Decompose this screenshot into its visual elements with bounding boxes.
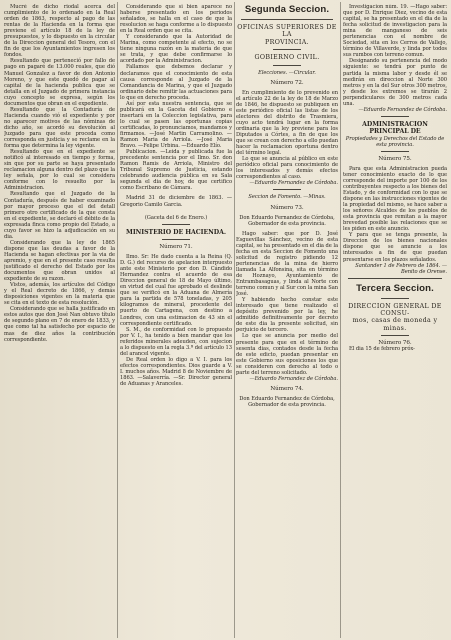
paragraph: Fallamos que debemos declarar y declaramos que el conocimiento de esta causa corresponde al Juzgado de la Comandancia de Marina, y que el Juzgado ordinario debe remitir las actuaciones para lo que en derecho proceda. [120, 64, 232, 101]
divider [348, 278, 442, 279]
divider [273, 189, 301, 190]
paragraph: Considerando que la ley de 1865 dispone que las deudas a favor de la Hacienda se hagan efectivas por la via de apremio, y que en el presente caso resulta justificado el derecho del Estado por los documentos que obran unidos al expediente de su razon. [4, 239, 115, 283]
column-2 [120, 4, 232, 640]
divider [162, 239, 190, 240]
paragraph: Mucré de dicho riodal acerca del cumplimiento de lo ordenado en la Real orden de 1863, respecto al pago de las rentas de la Hacienda en la forma que previene el artículo 18 de la ley de presupuestos, y lo dispuesto en la circular de la Direccion general del Tesoro, con el fin de que los Ayuntamientos ingresen los fondos. [4, 4, 115, 59]
paragraph: En cumplimiento de lo prevenido en el artículo 22 de la ley de 18 de Marzo de 1846, he dispuesto se publiquen en este periódico oficial las listas de los electores del distrito de Trasmiera, cuyo acto tendrá lugar en la forma ordinaria que la ley previene para los Diputados a Córtes, a fin de que los que se crean con derecho a ello puedan hacer la reclamacion oportuna dentro del término legal. [236, 89, 338, 157]
signature: —Eduardo Fernandez de Córdoba. [249, 180, 338, 187]
section-title: Segunda Seccion. [244, 4, 330, 15]
divider [273, 65, 301, 66]
subsection-heading: Elecciones. —Circular. [258, 69, 316, 76]
signature: Santander 1 de Febrero de 1864. —Benito de Orense. [355, 262, 447, 275]
offices-heading-line2: PROVINCIA. [265, 38, 309, 46]
admin-heading: ADMINISTRACION PRINCIPAL DE [362, 120, 428, 136]
section-title: Tercera Seccion. [356, 282, 434, 294]
paragraph: Resultando que la Contaduría de Hacienda cuando vió el expediente y por no aparecer motivos de las nóminas de dicho año, se acordó su devolución al Juzgado para que este proceda como corresponda en justicia y se reclame en la forma que determina la ley vigente. [4, 106, 115, 150]
column-1 [4, 4, 115, 640]
paragraph: Resultando que el Juzgado de la Contaduría, después de haber examinado por mayor proceso que el del detall primero otro certificado de la que consta en el expediente, se declaró el débito de la expresada finca como propio del Estado, a cuyo favor se hizo la adjudicación en su dia. [4, 191, 115, 240]
paragraph: Para que esta Administracion pueda tener conocimiento exacto de lo que corresponde del importe por 100 de los contribuyentes respecto a los bienes del Estado, y de conformidad con lo que se dispone en las instrucciones vigentes de la propiedad del mismo, se hace saber a los señores Alcaldes de los pueblos de esta provincia que remitan a la mayor brevedad posible las relaciones que se les piden en este anuncio. [343, 165, 447, 233]
paragraph: S. M., de conformidad con lo propuesto por V. I., ha tenido a bien mandar que los referidos minerales adeuden, con sujecion a lo dispuesto en la regla 3.ª del artículo 13 del arancel vigente. [120, 326, 232, 357]
column-divider [117, 2, 118, 638]
admin-subheading: Propiedades y Derechos del Estado de esta provincia. [345, 135, 445, 148]
paragraph: De Real orden lo digo a V. I. para los efectos correspondientes. Dios guarde a V. I. muchos años. Madrid 8 de Noviembre de 1863. —Salaverría. —Sr. Director general de Aduanas y Aranceles. [120, 356, 232, 388]
paragraph: Investigacion núm. 19. —Hago saber: que por D. Enrique Diez, vecino de esta capital, se ha presentado en el dia de la fecha solicitud de investigacion para la mina de manganeso de seis pertenencias con el nombre de Sociedad, sita en los Cerros de Vallejo, término de Villaverde, y linda por todos sus rumbos con terreno comun. [343, 4, 447, 59]
direction-heading: DIRECCION GENERAL DE CONSU- [348, 302, 442, 318]
divider [381, 116, 409, 117]
column-3 [236, 4, 338, 640]
order-number: Número 73. [270, 204, 304, 211]
paragraph: Resultando que perteneció por fallo de pago en pagaré de 13.000 reales, que dió Manuel Gonzalez a favor de don Antonio Moreno, y que este quedó de pagar al capital de la hacienda publica que se detalla en el Juzgado de primera instancia cuyo concepto se expresa, según los documentos que obran en el expediente. [4, 58, 115, 107]
paragraph: Publicacion. —Leida y publicada fue la precedente sentencia por el Ilmo. Sr. don Ramon Ramis de Arriola, Ministro del Tribunal Supremo de Justicia, estando celebrando audiencia pública en su Sala segunda el dia de hoy, de que certifico como Escribano de Cámara. [120, 149, 232, 192]
paragraph: Lo que se anuncia al público en este periódico oficial para conocimiento de los interesados y demás efectos correspondientes al caso. [236, 156, 338, 181]
governor-heading: Don Eduardo Fernandez de Córdoba, Gobernador de esta provincia. [239, 395, 335, 408]
paragraph: Ilmo. Sr: He dado cuenta a la Reina (Q. D. G.) del recurso de apelacion interpuesto ante este Ministerio por don D. Cándido Hernandez contra el acuerdo de esa Direccion general de 18 de Mayo último, en virtud del cual fue aprobado el deslinde que se verificó en la Aduana de Almería para la partida de 578 toneladas, y 205 kilogramos de mineral, procedente del puerto de Cartagena, con destino a Londres, con una estimacion de 43 sin el correspondiente certificado. [120, 254, 232, 327]
column-divider [234, 2, 235, 638]
divider [381, 335, 409, 336]
subsection-heading: Seccion de Fomento. —Minas. [248, 194, 326, 201]
order-number: Número 74. [270, 385, 304, 392]
order-number: Número 71. [159, 244, 193, 250]
divider [381, 151, 409, 152]
paragraph: Vistos, además, los artículos del Código y el Real decreto de 1866, y demás disposiciones vigentes en la materia que se cita en el texto de esta resolución. [4, 282, 115, 307]
order-number: Número 72. [270, 79, 304, 86]
paragraph: Y habiendo hecho constar este interesado que tiene realizado el depósito prevenido por la ley, he admitido definitivamente por decreto de este dia la presente solicitud, sin perjuicio de tercero. [236, 297, 338, 334]
divider [241, 19, 333, 20]
signature: Madrid 31 de diciembre de 1863. —Gregorio Camilo Garcia. [120, 195, 232, 208]
signature: —Eduardo Fernandez de Córdoba. [358, 106, 447, 113]
paragraph: Considerando que si bien aparece no haberse presentado en los periodos señalados, se halla en el caso de que la resolucion se haga conforme a lo dispuesto en la Real orden que se cita. [120, 4, 232, 35]
divider [273, 49, 301, 50]
paragraph: El dia 15 de febrero próx- [349, 346, 415, 353]
paragraph: Así por esta nuestra sentencia, que se publicará en la Gaceta del Gobierno e insertará en la Coleccion legislativa, para lo cual se pasen las oportunas copias certificadas, lo pronunciamos, mandamos y firmamos. —José Martin Carramolino. —Ramon Maria de Arriola. —José Maria Bravo. —Felipe Urbina. —Eduardo Elío. [120, 100, 232, 150]
source-note: (Gaceta del 6 de Enero.) [144, 214, 208, 221]
governor-heading: Don Eduardo Fernandez de Córdoba, Gobernador de esta provincia. [239, 214, 335, 227]
offices-heading: OFICINAS SUPERIORES DE LA [237, 24, 337, 39]
paragraph: Resultando que en el expediente se notificó al interesado en tiempo y forma, sin que por su parte se haya presentado reclamacion alguna dentro del plazo que la ley señala, por lo cual se considera conforme con lo resuelto por la Administracion. [4, 149, 115, 192]
order-number: Número 76. [378, 340, 412, 347]
paragraph: Designando su pertenencia del modo siguiente: se tendrá por punto de partida la misma labor y desde él se medirán en direccion al Norte 300 metros y en la del Sur otros 300 metros, y desde los extremos se tirarán 2 perpendiculares de 300 metros cada una. [343, 58, 447, 107]
direction-heading-line2: mos, casas de moneda y minas. [352, 317, 438, 332]
order-number: Número 75. [378, 155, 412, 162]
government-heading: GOBIERNO CIVIL. [254, 54, 320, 62]
paragraph: Considerando que se halla justificado en estos autos que don José Nan obtuvo título de segundo plano en 7 de enero de 1833, y que como tal ha satisfecho por espacio de mas de diez años la contribución correspondiente. [4, 306, 115, 343]
divider [162, 224, 190, 225]
ministry-heading: MINISTERIO DE HACIENDA. [126, 228, 226, 236]
paragraph: Lo que se anuncia por medio del presente para que en el término de sesenta dias, contados desde la fecha de este edicto, puedan presentar en este Gobierno sus oposiciones los que se consideren con derecho al todo o parte del terreno solicitado. [236, 333, 338, 376]
paragraph: Y para que se tenga presente, la Direccion de los bienes nacionales dispone que se anuncie a los interesados a fin de que puedan presentarse en los plazos señalados. [343, 232, 447, 263]
divider [381, 298, 409, 299]
column-4 [343, 4, 447, 640]
paragraph: Hago saber: que por D. José Esguevillas Sánchez, vecino de esta capital, se ha presentado en el dia de la fecha en esta Seccion de Fomento una solicitud de registro pidiendo 12 pertenencias de la mina de hierro llamada La Alfonsina, sita en término de Hoznayo, Ayuntamiento de Entrambasaguas, y linda al Norte con terreno comun y al Sur con la mina San José. [236, 230, 338, 298]
signature: —Eduardo Fernandez de Córdoba. [249, 375, 338, 382]
column-divider [340, 2, 341, 638]
paragraph: Y considerando que la Autoridad de Marina, como competente al efecto, no se tiene ninguna razón en la materia de que se trata, y que debe confirmarse lo acordado por la Administracion. [120, 34, 232, 65]
